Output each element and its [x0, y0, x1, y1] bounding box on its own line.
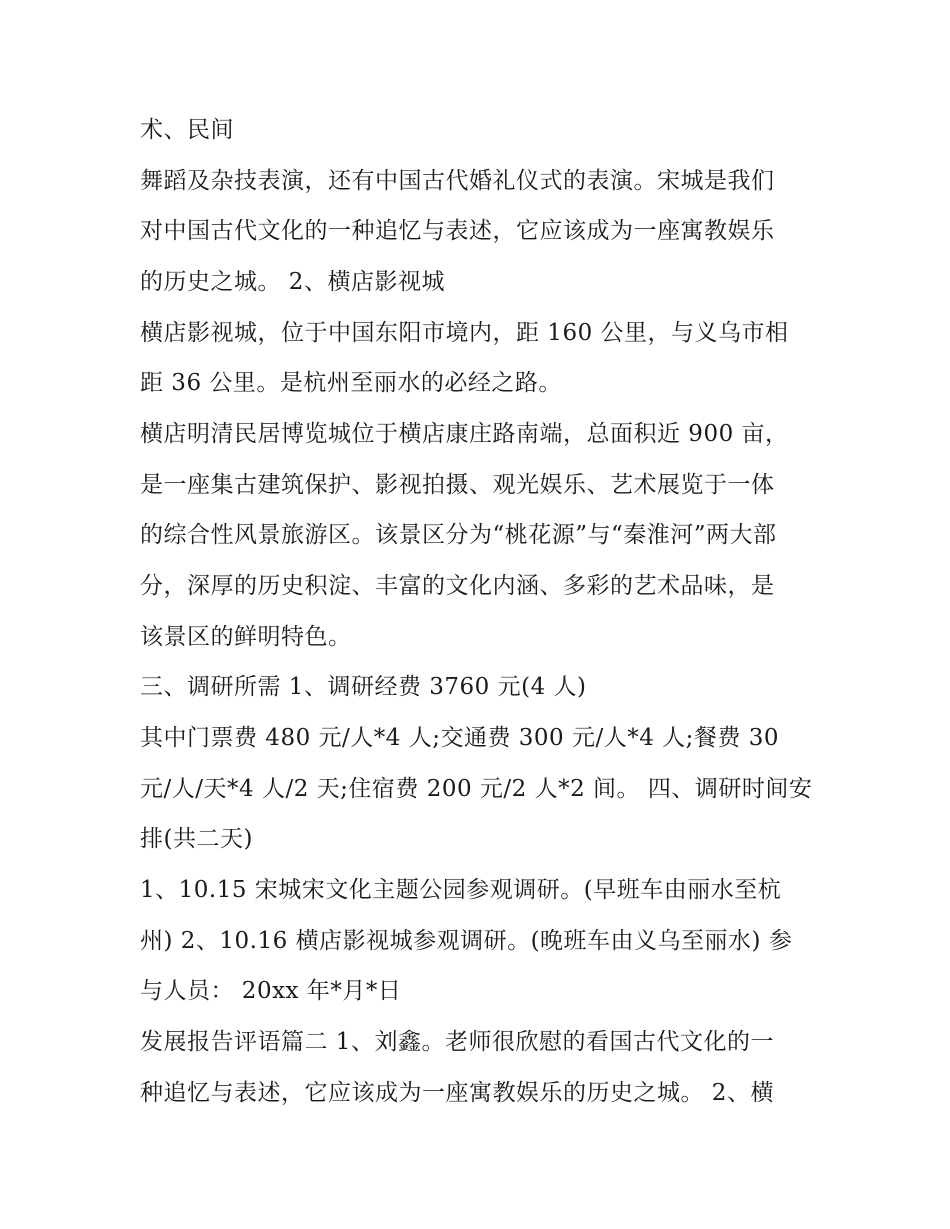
text-line: 种追忆与表述，它应该成为一座寓教娱乐的历史之城。 2、横: [140, 1080, 774, 1106]
text-line: 该景区的鲜明特色。: [140, 624, 352, 650]
text-line: 州) 2、10.16 横店影视城参观调研。(晚班车由义乌至丽水) 参: [140, 928, 793, 954]
text-line: 与人员： 20xx 年*月*日: [140, 978, 402, 1004]
text-line: 分，深厚的历史积淀、丰富的文化内涵、多彩的艺术品味，是: [140, 573, 775, 599]
text-line: 元/人/天*4 人/2 天;住宿费 200 元/2 人*2 间。 四、调研时间安: [140, 776, 813, 802]
text-line: 的综合性风景旅游区。该景区分为“桃花源”与“秦淮河”两大部: [140, 522, 777, 548]
text-line: 对中国古代文化的一种追忆与表述，它应该成为一座寓教娱乐: [140, 218, 775, 244]
text-line: 横店明清民居博览城位于横店康庄路南端，总面积近 900 亩，: [140, 421, 789, 447]
text-line: 1、10.15 宋城宋文化主题公园参观调研。(早班车由丽水至杭: [140, 877, 782, 903]
text-line: 发展报告评语篇二 1、刘鑫。老师很欣慰的看国古代文化的一: [140, 1029, 774, 1055]
text-line: 排(共二天): [140, 826, 253, 852]
text-line: 其中门票费 480 元/人*4 人;交通费 300 元/人*4 人;餐费 30: [140, 725, 780, 751]
text-line: 横店影视城，位于中国东阳市境内，距 160 公里，与义乌市相: [140, 320, 789, 346]
text-line: 是一座集古建筑保护、影视拍摄、观光娱乐、艺术展览于一体: [140, 472, 775, 498]
text-line: 的历史之城。 2、横店影视城: [140, 269, 445, 295]
text-line: 距 36 公里。是杭州至丽水的必经之路。: [140, 370, 562, 396]
text-line: 三、调研所需 1、调研经费 3760 元(4 人): [140, 674, 587, 700]
text-line: 术、民间: [140, 117, 234, 143]
text-line: 舞蹈及杂技表演，还有中国古代婚礼仪式的表演。宋城是我们: [140, 168, 775, 194]
